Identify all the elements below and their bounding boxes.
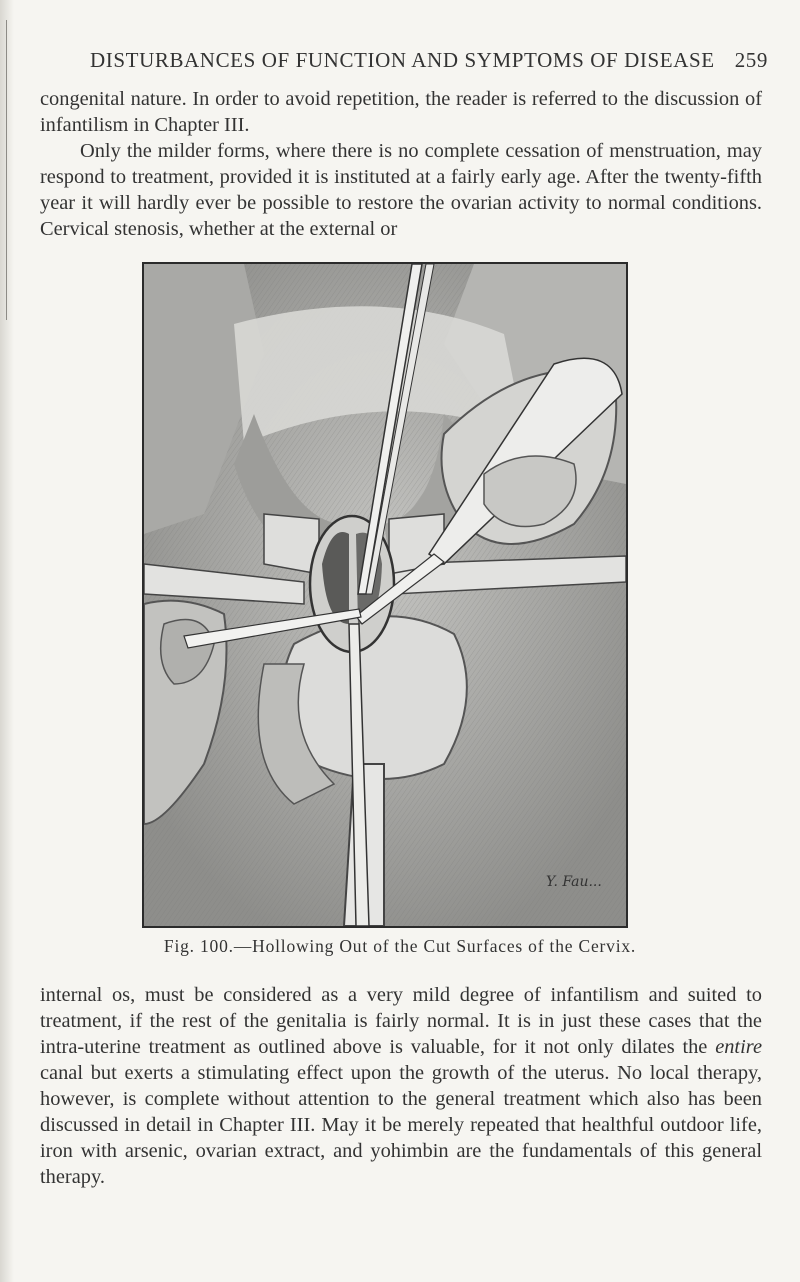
figure-illustration [142, 262, 628, 928]
bottom-text-part-2: canal but exerts a stimulating effect upon the growth of the uterus. No local therapy, however, is complete without attention to the general treatment which also has been discussed in detail in Chapter III. May it be merely repeated that healthful outdoor life, iron with arsenic, ovarian extract, and yohimbin are the fundamentals of this general therapy. [40, 1062, 762, 1188]
surgical-illustration-icon [144, 264, 626, 926]
top-paragraph-2: Only the milder forms, where there is no complete cessation of menstruation, may respond to treatment, provided it is instituted at a fairly early age. After the twenty-fifth year it will hardly ever be possible to restore the ovarian activity to normal conditions. Cervical stenosis, whether at the external or [40, 140, 762, 240]
running-title: DISTURBANCES OF FUNCTION AND SYMPTOMS OF DISEASE [90, 48, 715, 72]
bottom-paragraph-1 [40, 982, 762, 1190]
emphasis-entire: entire [715, 1036, 762, 1058]
running-head [90, 48, 780, 73]
artist-signature: Y. Fau... [546, 874, 602, 890]
bottom-text-block [40, 982, 762, 1190]
binding-gutter [0, 0, 14, 1282]
figure-caption: Fig. 100.—Hollowing Out of the Cut Surfaces of the Cervix. [163, 936, 637, 956]
gutter-line [6, 20, 7, 320]
top-text-block [40, 86, 762, 242]
page-number: 259 [734, 48, 768, 72]
top-paragraph-1: congenital nature. In order to avoid repetition, the reader is referred to the discussion of infantilism in Chapter III. [40, 88, 762, 136]
bottom-text-part-1: internal os, must be considered as a very mild degree of infantilism and suited to treatment, if the rest of the genitalia is fairly normal. It is in just these cases that the intra-uterine treatment as outlined above is valuable, for it not only dilates the [40, 984, 762, 1058]
